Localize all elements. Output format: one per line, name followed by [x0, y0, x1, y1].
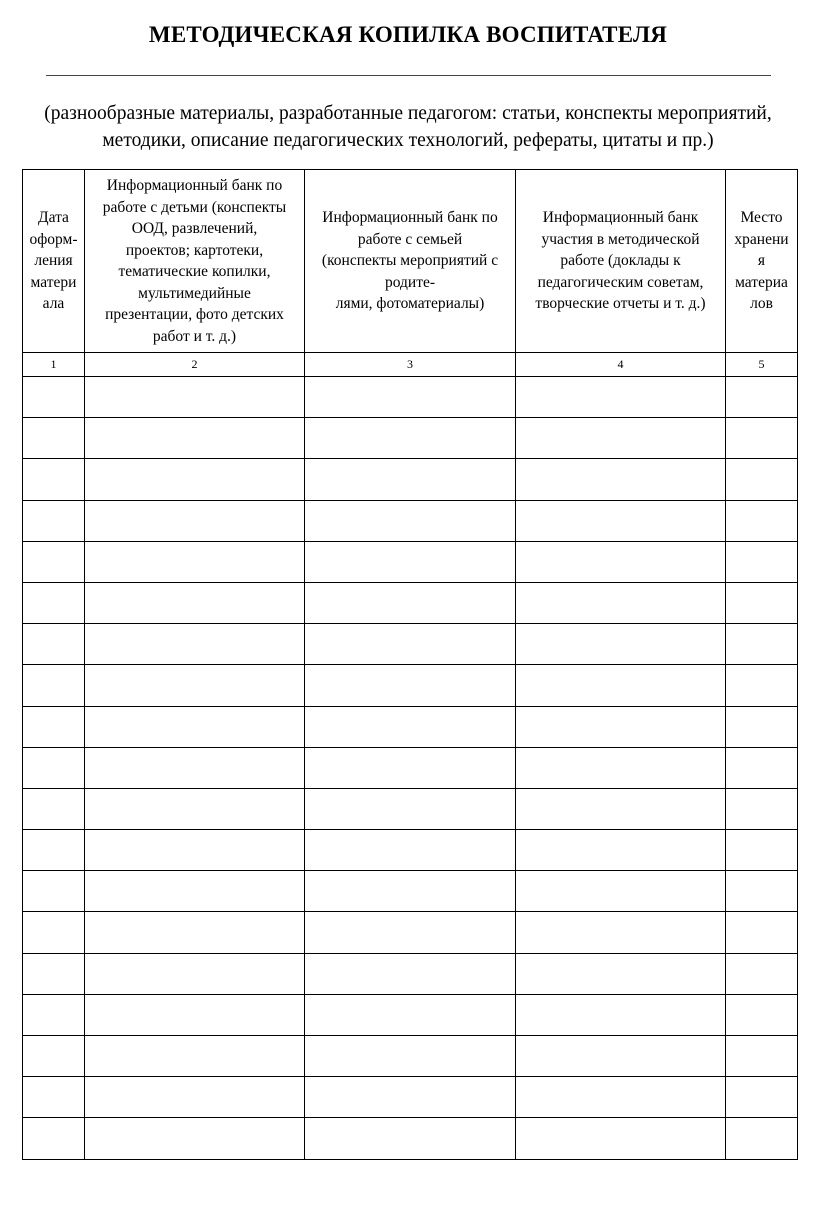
header-storage-place: Место хранени я материа лов — [726, 170, 798, 353]
table-cell — [516, 377, 726, 418]
table-cell — [305, 912, 516, 953]
table-cell — [85, 830, 305, 871]
table-cell — [726, 953, 798, 994]
table-cell — [85, 582, 305, 623]
table-cell — [85, 953, 305, 994]
table-cell — [23, 1118, 85, 1159]
table-cell — [516, 624, 726, 665]
table-cell — [305, 1036, 516, 1077]
table-cell — [85, 747, 305, 788]
table-cell — [516, 665, 726, 706]
table-cell — [305, 418, 516, 459]
table-cell — [23, 830, 85, 871]
table-cell — [85, 459, 305, 500]
table-cell — [23, 377, 85, 418]
header-children-bank: Информационный банк по работе с детьми (конспекты ООД, развлечений, проектов; картотеки, тематические копилки, мультимедийные презентации, фото детских работ и т. д.) — [85, 170, 305, 353]
table-cell — [305, 459, 516, 500]
table-cell — [726, 377, 798, 418]
table-cell — [23, 871, 85, 912]
table-cell — [305, 1077, 516, 1118]
table-cell — [516, 1036, 726, 1077]
table-cell — [85, 418, 305, 459]
table-cell — [305, 500, 516, 541]
table-cell — [85, 541, 305, 582]
table-cell — [23, 541, 85, 582]
table-row — [23, 1077, 798, 1118]
column-number: 2 — [85, 353, 305, 377]
table-cell — [23, 706, 85, 747]
table-row — [23, 1036, 798, 1077]
table-cell — [23, 747, 85, 788]
table-cell — [85, 624, 305, 665]
table-row — [23, 500, 798, 541]
table-cell — [726, 1118, 798, 1159]
table-cell — [726, 541, 798, 582]
table-cell — [305, 624, 516, 665]
table-row — [23, 953, 798, 994]
table-row — [23, 912, 798, 953]
table-cell — [726, 624, 798, 665]
table-row — [23, 871, 798, 912]
table-cell — [85, 1036, 305, 1077]
table-cell — [23, 459, 85, 500]
table-row — [23, 830, 798, 871]
table-cell — [305, 871, 516, 912]
table-cell — [516, 994, 726, 1035]
table-cell — [516, 871, 726, 912]
document-subtitle — [0, 100, 816, 154]
column-number: 5 — [726, 353, 798, 377]
header-family-bank: Информационный банк по работе с семьей (конспекты мероприятий с родите- лями, фотоматериалы) — [305, 170, 516, 353]
table-cell — [85, 912, 305, 953]
table-cell — [85, 377, 305, 418]
table-cell — [726, 912, 798, 953]
table-cell — [726, 459, 798, 500]
table-row — [23, 747, 798, 788]
table-cell — [85, 1077, 305, 1118]
table-cell — [726, 871, 798, 912]
column-number: 4 — [516, 353, 726, 377]
table-row — [23, 706, 798, 747]
table-cell — [305, 1118, 516, 1159]
subtitle-line: (разнообразные материалы, разработанные педагогом: статьи, конспекты мероприятий, — [44, 103, 772, 124]
header-row — [23, 170, 798, 353]
table-cell — [305, 706, 516, 747]
table-cell — [726, 994, 798, 1035]
table-cell — [516, 459, 726, 500]
table-cell — [516, 706, 726, 747]
table-cell — [726, 1036, 798, 1077]
table-row — [23, 418, 798, 459]
table-cell — [516, 830, 726, 871]
table-cell — [305, 582, 516, 623]
table-cell — [305, 830, 516, 871]
table-cell — [516, 582, 726, 623]
table-cell — [516, 500, 726, 541]
table-cell — [23, 500, 85, 541]
table-cell — [726, 418, 798, 459]
table-cell — [516, 541, 726, 582]
table-row — [23, 624, 798, 665]
header-methodical-bank: Информационный банк участия в методической работе (доклады к педагогическим советам, творческие отчеты и т. д.) — [516, 170, 726, 353]
table-cell — [516, 953, 726, 994]
table-cell — [726, 500, 798, 541]
table-cell — [85, 994, 305, 1035]
table-cell — [516, 912, 726, 953]
header-date: Дата оформ- ления матери ала — [23, 170, 85, 353]
table-cell — [516, 418, 726, 459]
table-cell — [516, 747, 726, 788]
table-cell — [726, 582, 798, 623]
table-cell — [23, 418, 85, 459]
table-row — [23, 1118, 798, 1159]
table-cell — [305, 377, 516, 418]
column-number: 1 — [23, 353, 85, 377]
table-cell — [305, 747, 516, 788]
table-row — [23, 788, 798, 829]
table-cell — [85, 788, 305, 829]
table-cell — [85, 706, 305, 747]
table-cell — [305, 541, 516, 582]
table-cell — [23, 1077, 85, 1118]
table-cell — [23, 994, 85, 1035]
column-number: 3 — [305, 353, 516, 377]
table-cell — [726, 706, 798, 747]
table-cell — [726, 747, 798, 788]
table-cell — [305, 994, 516, 1035]
table-row — [23, 377, 798, 418]
column-number-row — [23, 353, 798, 377]
subtitle-line: методики, описание педагогических технологий, рефераты, цитаты и пр.) — [102, 130, 714, 151]
materials-table — [22, 169, 798, 1160]
table-cell — [23, 624, 85, 665]
title-divider — [46, 75, 771, 76]
table-cell — [305, 953, 516, 994]
table-cell — [23, 788, 85, 829]
table-cell — [726, 665, 798, 706]
table-row — [23, 459, 798, 500]
table-cell — [516, 1077, 726, 1118]
table-cell — [85, 1118, 305, 1159]
table-cell — [726, 1077, 798, 1118]
table-cell — [516, 1118, 726, 1159]
table-cell — [516, 788, 726, 829]
table-row — [23, 541, 798, 582]
table-cell — [305, 665, 516, 706]
table-row — [23, 582, 798, 623]
table-cell — [85, 665, 305, 706]
table-row — [23, 994, 798, 1035]
table-cell — [23, 1036, 85, 1077]
table-cell — [85, 871, 305, 912]
table-cell — [726, 830, 798, 871]
table-cell — [23, 912, 85, 953]
table-cell — [23, 665, 85, 706]
table-cell — [305, 788, 516, 829]
table-cell — [23, 582, 85, 623]
table-cell — [726, 788, 798, 829]
table-cell — [85, 500, 305, 541]
table-row — [23, 665, 798, 706]
document-title: МЕТОДИЧЕСКАЯ КОПИЛКА ВОСПИТАТЕЛЯ — [148, 22, 668, 47]
table-cell — [23, 953, 85, 994]
